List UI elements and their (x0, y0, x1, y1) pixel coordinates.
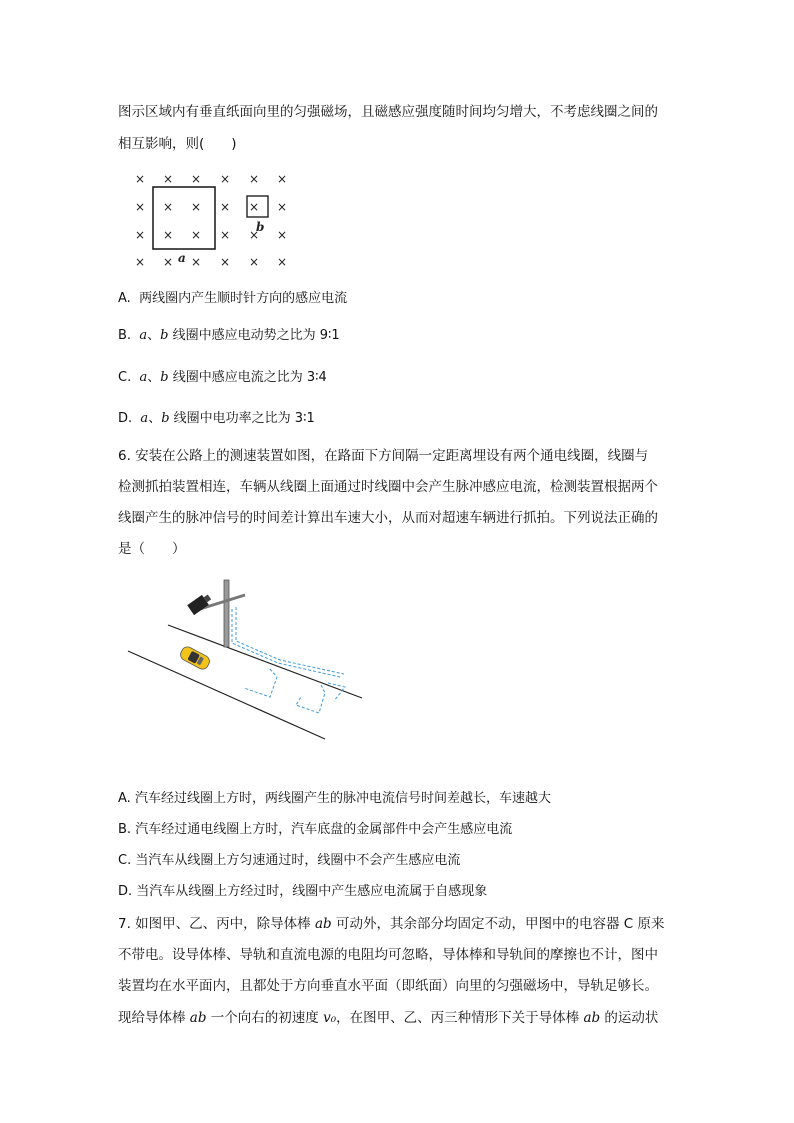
q6-option-b (118, 820, 512, 840)
field-cross-mark: × (191, 172, 202, 186)
buried-coil-line (296, 685, 325, 713)
q5-option-a-text: 两线圈内产生顺时针方向的感应电流 (139, 291, 348, 306)
q5-stem-line-1: 图示区域内有垂直纸面向里的匀强磁场，且磁感应强度随时间均匀增大，不考虑线圈之间的 (118, 104, 658, 120)
q5-option-d-var1: a (140, 411, 149, 426)
q5-option-b-letter: B. (118, 328, 132, 343)
field-cross-mark: × (135, 228, 146, 242)
q6-option-b-text: 汽车经过通电线圈上方时，汽车底盘的金属部件中会产生感应电流 (135, 822, 513, 837)
q6-option-c-letter: C. (118, 853, 132, 868)
buried-coil-line (232, 609, 340, 677)
field-cross-mark: × (277, 200, 288, 214)
field-cross-mark: × (191, 255, 202, 269)
q7-stem-line-1 (118, 914, 664, 934)
q5-option-b-text: 线圈中感应电动势之比为 9∶1 (168, 328, 340, 343)
q5-option-d-var2: b (161, 411, 170, 426)
field-cross-mark: × (163, 200, 174, 214)
field-cross-mark: × (220, 172, 231, 186)
camera-icon (187, 592, 213, 615)
q5-option-b-sep: 、 (147, 328, 161, 343)
q7-line4-var2: ab (583, 1010, 601, 1026)
q6-stem-line-2: 检测抓拍装置相连，车辆从线圈上面通过时线圈中会产生脉冲感应电流，检测装置根据两个 (118, 479, 658, 495)
buried-coil-line (244, 669, 277, 697)
q6-option-a (118, 789, 551, 809)
q6-option-d (118, 882, 487, 902)
q7-line4-post: 的运动状 (600, 1010, 659, 1026)
q6-option-c-text: 当汽车从线圈上方匀速通过时，线圈中不会产生感应电流 (135, 853, 461, 868)
q7-stem-line-4 (118, 1008, 658, 1028)
road-edge-bottom (128, 651, 325, 739)
q5-option-c-letter: C. (118, 370, 132, 385)
field-cross-mark: × (249, 200, 260, 214)
q5-option-d-text: 线圈中电功率之比为 3∶1 (169, 411, 315, 426)
field-cross-mark: × (135, 255, 146, 269)
q7-line4-v0: v₀ (323, 1010, 337, 1026)
field-cross-mark: × (191, 228, 202, 242)
field-cross-mark: × (220, 255, 231, 269)
field-cross-mark: × (163, 172, 174, 186)
q5-stem-line-2: 相互影响，则( ) (118, 136, 237, 152)
field-cross-mark: × (135, 200, 146, 214)
q6-stem-line-1: 6. 安装在公路上的测速装置如图，在路面下方间隔一定距离埋设有两个通电线圈，线圈与 (118, 448, 649, 464)
q5-option-d-letter: D. (118, 411, 133, 426)
q6-speed-camera-figure (120, 575, 370, 747)
q5-option-a (118, 289, 347, 309)
field-cross-mark: × (135, 172, 146, 186)
field-cross-mark: × (163, 255, 174, 269)
q7-line4-pre: 现给导体棒 (118, 1010, 190, 1026)
q5-option-c-text: 线圈中感应电流之比为 3∶4 (168, 370, 327, 385)
buried-coil-line (236, 607, 344, 674)
field-cross-mark: × (277, 228, 288, 242)
q7-line4-mid2: ，在图甲、乙、丙三种情形下关于导体棒 (336, 1010, 584, 1026)
q5-option-b-var2: b (160, 328, 169, 343)
q5-option-d-sep: 、 (148, 411, 162, 426)
coil-cables (232, 607, 345, 713)
field-cross-mark: × (277, 172, 288, 186)
q5-option-b-var1: a (139, 328, 148, 343)
q7-line1-var: ab (314, 916, 332, 932)
q5-magnetic-field-figure (125, 165, 300, 273)
q5-option-b (118, 326, 340, 346)
coil-b-label: b (256, 220, 265, 234)
field-cross-mark: × (249, 255, 260, 269)
q7-stem-line-2: 不带电。设导体棒、导轨和直流电源的电阻均可忽略，导体棒和导轨间的摩擦也不计，图中 (118, 947, 658, 963)
q7-line4-mid: 一个向右的初速度 (206, 1010, 324, 1026)
q6-stem-line-3: 线圈产生的脉冲信号的时间差计算出车速大小，从而对超速车辆进行抓拍。下列说法正确的 (118, 510, 658, 526)
q5-option-a-letter: A. (118, 291, 131, 306)
q5-option-c-var1: a (139, 370, 148, 385)
q5-option-c-sep: 、 (147, 370, 161, 385)
q6-option-d-letter: D. (118, 884, 133, 899)
coil-a-label: a (178, 251, 186, 265)
q6-option-c (118, 851, 460, 871)
field-cross-mark: × (277, 255, 288, 269)
q6-option-a-text: 汽车经过线圈上方时，两线圈产生的脉冲电流信号时间差越长，车速越大 (134, 791, 551, 806)
q7-line1-post: 可动外，其余部分均固定不动，甲图中的电容器 C 原来 (331, 916, 665, 932)
q6-option-d-text: 当汽车从线圈上方经过时，线圈中产生感应电流属于自感现象 (136, 884, 488, 899)
q6-option-a-letter: A. (118, 791, 131, 806)
q7-stem-line-3: 装置均在水平面内，且都处于方向垂直水平面（即纸面）向里的匀强磁场中，导轨足够长。 (118, 978, 658, 994)
q6-option-b-letter: B. (118, 822, 132, 837)
q6-stem-line-4: 是（ ） (118, 541, 186, 557)
q7-line4-var: ab (189, 1010, 207, 1026)
q7-line1-pre: 7. 如图甲、乙、丙中，除导体棒 (118, 916, 315, 932)
q5-option-c-var2: b (160, 370, 169, 385)
car-icon (178, 645, 211, 671)
camera-pole (224, 580, 229, 647)
field-cross-mark: × (220, 200, 231, 214)
q5-option-d (118, 409, 315, 429)
q5-option-c (118, 368, 327, 388)
field-cross-mark: × (220, 228, 231, 242)
field-cross-mark: × (249, 172, 260, 186)
field-cross-mark: × (191, 200, 202, 214)
field-cross-mark: × (249, 228, 260, 242)
field-cross-mark: × (163, 228, 174, 242)
